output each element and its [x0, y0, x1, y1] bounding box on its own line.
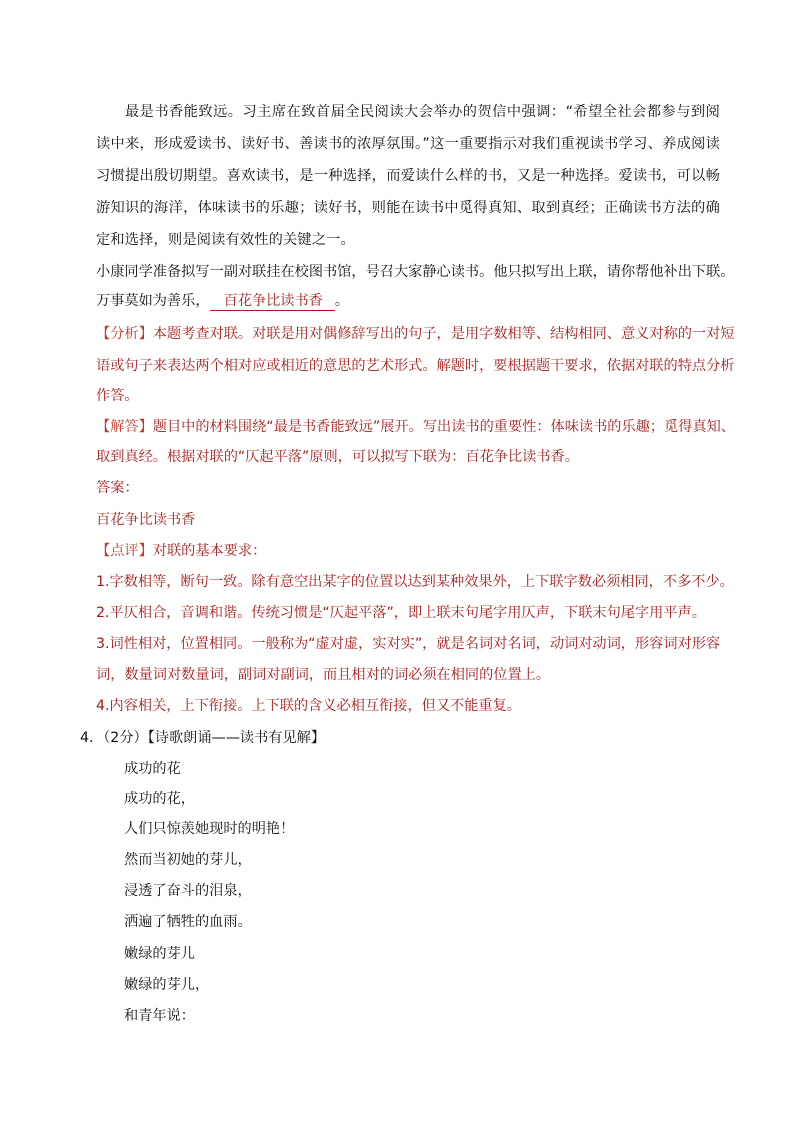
analysis-line-2: 语或句子来表达两个相对应或相近的意思的艺术形式。解题时，要根据题干要求，依据对联的特点分析	[96, 358, 735, 374]
comment-header	[96, 535, 266, 567]
comment-item-1: 1.字数相等，断句一致。除有意空出某字的位置以达到某种效果外，上下联字数必须相同，不多不少。	[96, 574, 734, 590]
poem-line: 成功的花，	[124, 791, 195, 807]
comment-intro: 对联的基本要求：	[152, 543, 267, 559]
couplet-first-line: 万事莫如为善乐，	[96, 293, 210, 309]
poem-line: 然而当初她的芽儿，	[124, 852, 252, 868]
question4-header: 4．（2分）【诗歌朗诵——读书有见解】	[80, 730, 326, 746]
comment-item-3: 3.词性相对，位置相同。一般称为“虚对虚，实对实”，就是名词对名词，动词对动词，形容词对形容	[96, 636, 721, 652]
solution-text-1: 题目中的材料围绕“最是书香能致远”展开。写出读书的重要性：体味读书的乐趣；觅得真知、	[152, 419, 735, 435]
poem-line: 人们只惊羡她现时的明艳！	[124, 821, 295, 837]
question-prompt: 小康同学准备拟写一副对联挂在校图书馆，号召大家静心读书。他只拟写出上联，请你帮他补出下联。	[96, 264, 735, 280]
poem-line: 浸透了奋斗的泪泉，	[124, 883, 252, 899]
poem-line: 洒遍了牺牲的血雨。	[124, 914, 252, 930]
analysis-line-3: 作答。	[96, 388, 139, 404]
solution-tag: 【解答】	[96, 419, 153, 435]
passage-paragraph: 最是书香能致远。习主席在致首届全民阅读大会举办的贺信中强调：“希望全社会都参与到阅读中来，形成爱读书、读好书、善读书的浓厚氛围。”这一重要指示对我们重视读书学习、养成阅读习惯提出殷切期望。喜欢读书，是一种选择，而爱读什么样的书，又是一种选择。爱读书，可以畅游知识的海洋，体味读书的乐趣；读好书，则能在读书中觅得真知、取到真经；正确读书方法的确定和选择，则是阅读有效性的关键之一。	[96, 104, 720, 248]
couplet-end-punct: 。	[334, 293, 350, 309]
analysis-tag: 【分析】	[96, 326, 153, 342]
analysis-line-1	[96, 318, 734, 350]
comment-item-2: 2.平仄相合，音调和谐。传统习惯是“仄起平落”，即上联末句尾字用仄声，下联末句尾字用平声。	[96, 605, 706, 621]
couplet-line	[96, 285, 349, 317]
answer-label: 答案：	[96, 480, 139, 496]
analysis-text-1: 本题考查对联。对联是用对偶修辞写出的句子，是用字数相等、结构相同、意义对称的一对短	[152, 326, 735, 342]
comment-tag: 【点评】	[96, 543, 153, 559]
couplet-answer: 百花争比读书香	[210, 292, 335, 311]
solution-line-1	[96, 411, 735, 443]
poem-line: 嫩绿的芽儿	[124, 946, 195, 962]
comment-item-3-cont: 词，数量词对数量词，副词对副词，而且相对的词必须在相同的位置上。	[96, 667, 551, 683]
poem-line: 成功的花	[124, 761, 181, 777]
poem-line: 嫩绿的芽儿，	[124, 977, 210, 993]
poem-line: 和青年说：	[124, 1008, 195, 1024]
solution-line-2: 取到真经。根据对联的“仄起平落”原则，可以拟写下联为：百花争比读书香。	[96, 449, 579, 465]
answer-text: 百花争比读书香	[96, 512, 196, 528]
comment-item-4: 4.内容相关，上下衔接。上下联的含义必相互衔接，但又不能重复。	[96, 698, 521, 714]
